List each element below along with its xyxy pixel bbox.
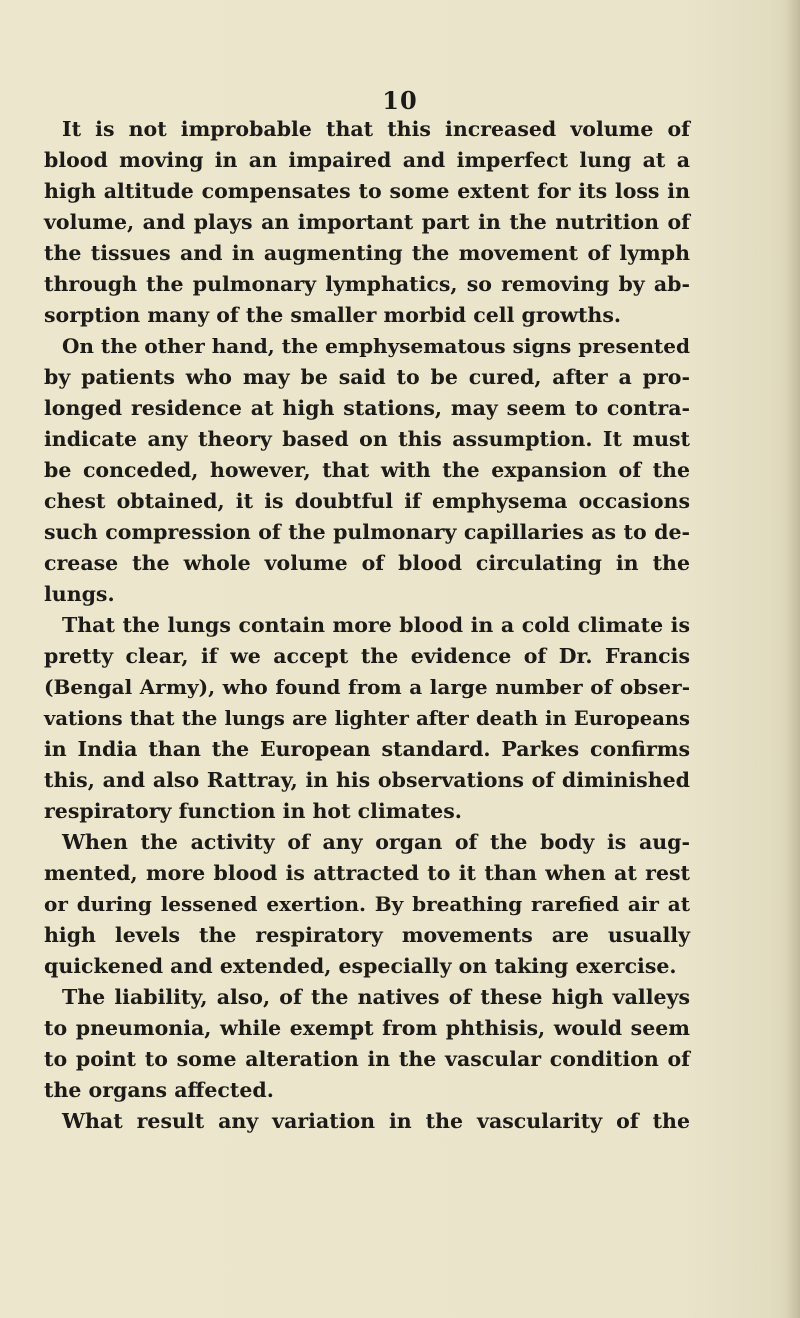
text-line: On the other hand, the emphysematous signs presented <box>62 334 690 358</box>
text-line: to pneumonia, while exempt from phthisis, would seem <box>44 1016 690 1040</box>
text-line: in India than the European standard. Parkes confirms <box>44 737 690 761</box>
text-line: such compression of the pulmonary capillaries as to de- <box>44 520 690 544</box>
text-line: sorption many of the smaller morbid cell growths. <box>44 303 622 327</box>
page-edge-shadow <box>786 0 800 1318</box>
text-line: lungs. <box>44 582 115 606</box>
text-line: indicate any theory based on this assumption. It must <box>44 427 690 451</box>
text-line: by patients who may be said to be cured, after a pro- <box>44 365 690 389</box>
text-line: When the activity of any organ of the body is aug- <box>62 830 690 854</box>
text-line: vations that the lungs are lighter after death in Europeans <box>44 707 690 730</box>
text-line: or during lessened exertion. By breathing rarefied air at <box>44 892 690 916</box>
text-line: this, and also Rattray, in his observations of diminished <box>44 768 690 792</box>
text-line: high altitude compensates to some extent for its loss in <box>44 179 690 203</box>
text-line: mented, more blood is attracted to it than when at rest <box>44 861 690 885</box>
text-line: respiratory function in hot climates. <box>44 799 462 823</box>
text-line: to point to some alteration in the vascular condition of <box>44 1047 690 1071</box>
text-line: That the lungs contain more blood in a cold climate is <box>62 613 690 637</box>
text-line: the tissues and in augmenting the movement of lymph <box>44 241 690 265</box>
body-text <box>44 114 690 1137</box>
text-line: volume, and plays an important part in the nutrition of <box>44 210 690 234</box>
text-line: quickened and extended, especially on taking exercise. <box>44 954 677 978</box>
text-line: It is not improbable that this increased volume of <box>62 117 690 141</box>
text-line: chest obtained, it is doubtful if emphysema occasions <box>44 489 690 513</box>
text-line: The liability, also, of the natives of these high valleys <box>62 985 690 1009</box>
text-line: high levels the respiratory movements are usually <box>44 923 690 947</box>
text-line: through the pulmonary lymphatics, so removing by ab- <box>44 272 690 296</box>
text-line: be conceded, however, that with the expansion of the <box>44 458 690 482</box>
text-line: pretty clear, if we accept the evidence of Dr. Francis <box>44 644 690 668</box>
text-line: the organs affected. <box>44 1078 274 1102</box>
text-line: longed residence at high stations, may seem to contra- <box>44 396 690 420</box>
text-line: (Bengal Army), who found from a large number of obser- <box>44 675 690 699</box>
text-line: blood moving in an impaired and imperfect lung at a <box>44 148 690 172</box>
text-line: What result any variation in the vascularity of the <box>62 1109 690 1133</box>
text-line: crease the whole volume of blood circulating in the <box>44 551 690 575</box>
page-number: 10 <box>382 86 418 115</box>
